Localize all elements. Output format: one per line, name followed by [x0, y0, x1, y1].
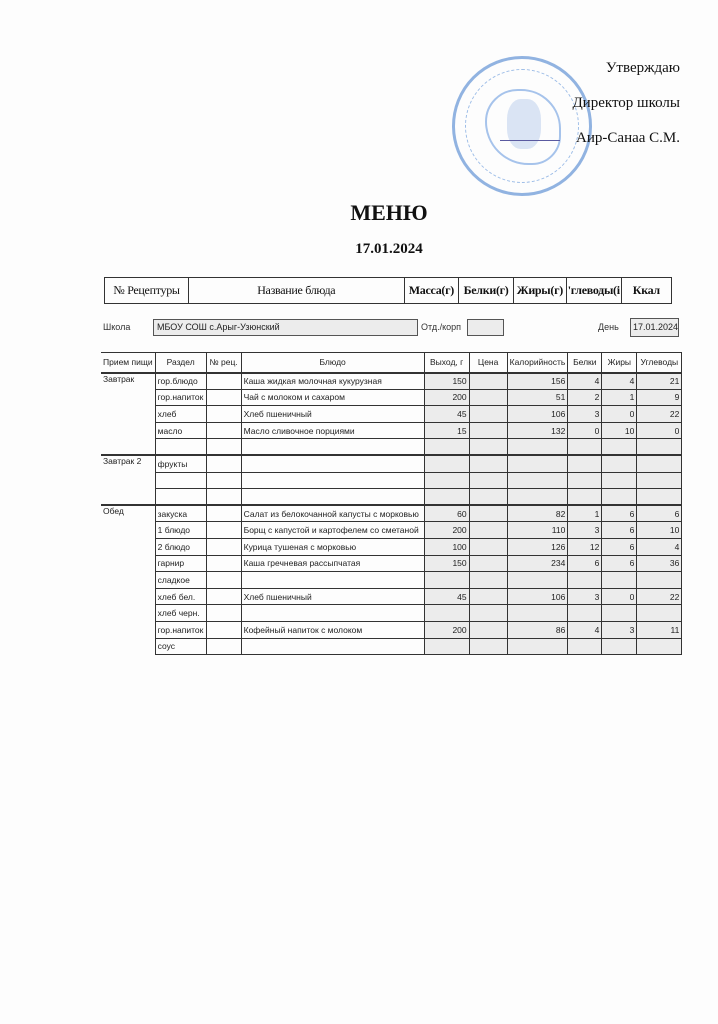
col-header-yield: Выход, г: [424, 353, 469, 373]
row-section: хлеб бел.: [155, 588, 206, 605]
row-calories: [507, 638, 568, 655]
row-carbs: [637, 638, 682, 655]
col-header-price: Цена: [469, 353, 507, 373]
approval-line-name: Аир-Санаа С.М.: [576, 130, 680, 146]
row-fat: 6: [602, 505, 637, 522]
row-carbs: 0: [637, 422, 682, 439]
row-carbs: [637, 472, 682, 489]
row-section: 1 блюдо: [155, 522, 206, 539]
row-dish: [241, 605, 424, 622]
row-dish: Чай с молоком и сахаром: [241, 389, 424, 406]
row-calories: 156: [507, 373, 568, 390]
row-protein: 4: [568, 373, 602, 390]
row-calories: [507, 455, 568, 472]
row-protein: [568, 605, 602, 622]
row-carbs: [637, 455, 682, 472]
table-row: [101, 588, 682, 605]
row-fat: [602, 489, 637, 506]
row-fat: 1: [602, 389, 637, 406]
header-kcal: Ккал: [621, 278, 671, 304]
row-section: [155, 472, 206, 489]
row-yield: [424, 572, 469, 589]
row-protein: 3: [568, 522, 602, 539]
row-price: [469, 538, 507, 555]
row-section: гарнир: [155, 555, 206, 572]
row-section: хлеб черн.: [155, 605, 206, 622]
table-row: [101, 455, 682, 472]
row-price: [469, 422, 507, 439]
row-recipe-number: [206, 472, 241, 489]
table-row: [101, 439, 682, 456]
row-price: [469, 389, 507, 406]
row-calories: 126: [507, 538, 568, 555]
table-row: [101, 621, 682, 638]
row-protein: [568, 489, 602, 506]
col-header-meal: Прием пищи: [101, 353, 155, 373]
row-recipe-number: [206, 522, 241, 539]
row-calories: 234: [507, 555, 568, 572]
row-yield: 200: [424, 621, 469, 638]
row-protein: [568, 472, 602, 489]
row-fat: 6: [602, 555, 637, 572]
row-fat: 0: [602, 406, 637, 423]
row-recipe-number: [206, 489, 241, 506]
row-protein: 6: [568, 555, 602, 572]
row-price: [469, 439, 507, 456]
dept-field: [467, 319, 504, 336]
table-row: [101, 638, 682, 655]
approval-line-position: Директор школы: [572, 95, 680, 111]
document-title: МЕНЮ: [350, 200, 428, 225]
approval-line-approve: Утверждаю: [605, 60, 680, 76]
header-carbs: 'глеводы(і: [566, 278, 621, 304]
row-fat: 10: [602, 422, 637, 439]
row-yield: 150: [424, 555, 469, 572]
row-carbs: 6: [637, 505, 682, 522]
row-calories: 86: [507, 621, 568, 638]
row-recipe-number: [206, 406, 241, 423]
table-row: [101, 489, 682, 506]
header-mass: Масса(г): [404, 278, 459, 304]
row-yield: [424, 489, 469, 506]
row-recipe-number: [206, 373, 241, 390]
col-header-protein: Белки: [568, 353, 602, 373]
row-carbs: [637, 572, 682, 589]
dept-label: Отд./корп: [421, 322, 461, 332]
row-dish: [241, 472, 424, 489]
row-carbs: 22: [637, 406, 682, 423]
col-header-section: Раздел: [155, 353, 206, 373]
row-dish: Каша жидкая молочная кукурузная: [241, 373, 424, 390]
row-dish: [241, 439, 424, 456]
table-row: [101, 572, 682, 589]
col-header-dish: Блюдо: [241, 353, 424, 373]
row-section: закуска: [155, 505, 206, 522]
row-recipe-number: [206, 572, 241, 589]
row-recipe-number: [206, 505, 241, 522]
row-recipe-number: [206, 605, 241, 622]
row-price: [469, 455, 507, 472]
row-dish: Кофейный напиток с молоком: [241, 621, 424, 638]
row-carbs: 11: [637, 621, 682, 638]
col-header-fat: Жиры: [602, 353, 637, 373]
row-yield: [424, 472, 469, 489]
row-recipe-number: [206, 638, 241, 655]
school-field: МБОУ СОШ с.Арыг-Узюнский: [153, 319, 418, 336]
day-field: 17.01.2024: [630, 318, 679, 337]
table-row: [101, 389, 682, 406]
row-yield: 150: [424, 373, 469, 390]
row-price: [469, 605, 507, 622]
meal-label: Обед: [101, 505, 155, 654]
header-recipe-number: № Рецептуры: [105, 278, 189, 304]
header-fat: Жиры(г): [513, 278, 566, 304]
col-header-calories: Калорийность: [507, 353, 568, 373]
row-fat: 4: [602, 373, 637, 390]
row-price: [469, 489, 507, 506]
meal-label: Завтрак: [101, 373, 155, 456]
row-recipe-number: [206, 422, 241, 439]
meal-label: Завтрак 2: [101, 455, 155, 505]
row-section: [155, 439, 206, 456]
row-protein: [568, 455, 602, 472]
row-calories: [507, 605, 568, 622]
row-yield: 100: [424, 538, 469, 555]
row-section: гор.напиток: [155, 621, 206, 638]
row-section: 2 блюдо: [155, 538, 206, 555]
row-protein: [568, 638, 602, 655]
row-price: [469, 572, 507, 589]
day-label: День: [598, 322, 619, 332]
row-protein: [568, 572, 602, 589]
row-carbs: [637, 489, 682, 506]
row-calories: 132: [507, 422, 568, 439]
row-protein: 12: [568, 538, 602, 555]
row-dish: Салат из белокочанной капусты с морковью: [241, 505, 424, 522]
table-row: [101, 555, 682, 572]
row-fat: [602, 605, 637, 622]
summary-header-table: [104, 277, 672, 304]
table-row: [101, 538, 682, 555]
table-row: [101, 605, 682, 622]
row-section: [155, 489, 206, 506]
row-recipe-number: [206, 621, 241, 638]
table-row: [101, 522, 682, 539]
row-recipe-number: [206, 439, 241, 456]
row-protein: 3: [568, 406, 602, 423]
menu-table-header-row: [101, 353, 682, 373]
row-fat: 0: [602, 588, 637, 605]
table-row: [101, 422, 682, 439]
row-section: фрукты: [155, 455, 206, 472]
row-section: соус: [155, 638, 206, 655]
row-protein: 2: [568, 389, 602, 406]
row-carbs: 21: [637, 373, 682, 390]
row-calories: 106: [507, 588, 568, 605]
row-dish: Масло сливочное порциями: [241, 422, 424, 439]
row-fat: 6: [602, 522, 637, 539]
row-price: [469, 638, 507, 655]
row-dish: [241, 489, 424, 506]
row-fat: 3: [602, 621, 637, 638]
row-section: масло: [155, 422, 206, 439]
row-price: [469, 621, 507, 638]
row-yield: 45: [424, 588, 469, 605]
row-dish: [241, 638, 424, 655]
row-dish: Хлеб пшеничный: [241, 588, 424, 605]
school-label: Школа: [103, 322, 131, 332]
row-fat: [602, 472, 637, 489]
row-dish: Борщ с капустой и картофелем со сметаной: [241, 522, 424, 539]
row-recipe-number: [206, 555, 241, 572]
row-price: [469, 555, 507, 572]
document-date: 17.01.2024: [355, 241, 423, 257]
row-price: [469, 472, 507, 489]
row-dish: [241, 572, 424, 589]
row-protein: 3: [568, 588, 602, 605]
row-fat: [602, 455, 637, 472]
row-yield: [424, 439, 469, 456]
row-section: гор.напиток: [155, 389, 206, 406]
row-yield: 45: [424, 406, 469, 423]
row-calories: [507, 439, 568, 456]
row-carbs: 10: [637, 522, 682, 539]
row-fat: 6: [602, 538, 637, 555]
row-yield: [424, 455, 469, 472]
row-carbs: 22: [637, 588, 682, 605]
row-protein: 4: [568, 621, 602, 638]
row-protein: 0: [568, 422, 602, 439]
header-dish-name: Название блюда: [189, 278, 405, 304]
row-calories: 82: [507, 505, 568, 522]
row-recipe-number: [206, 389, 241, 406]
row-section: сладкое: [155, 572, 206, 589]
row-price: [469, 588, 507, 605]
row-recipe-number: [206, 538, 241, 555]
row-carbs: 9: [637, 389, 682, 406]
row-fat: [602, 638, 637, 655]
table-row: [101, 505, 682, 522]
row-carbs: [637, 439, 682, 456]
row-recipe-number: [206, 588, 241, 605]
row-yield: 200: [424, 522, 469, 539]
header-protein: Белки(г): [459, 278, 514, 304]
row-section: гор.блюдо: [155, 373, 206, 390]
row-yield: [424, 638, 469, 655]
row-dish: Каша гречневая рассыпчатая: [241, 555, 424, 572]
menu-table: [101, 352, 682, 655]
row-dish: [241, 455, 424, 472]
row-carbs: [637, 605, 682, 622]
row-calories: [507, 489, 568, 506]
row-price: [469, 522, 507, 539]
row-price: [469, 406, 507, 423]
row-calories: 110: [507, 522, 568, 539]
row-fat: [602, 439, 637, 456]
table-row: [101, 406, 682, 423]
director-signature: [500, 110, 560, 141]
row-carbs: 36: [637, 555, 682, 572]
row-calories: 106: [507, 406, 568, 423]
row-section: хлеб: [155, 406, 206, 423]
row-yield: 200: [424, 389, 469, 406]
row-calories: [507, 472, 568, 489]
row-protein: [568, 439, 602, 456]
row-yield: 15: [424, 422, 469, 439]
row-calories: 51: [507, 389, 568, 406]
row-price: [469, 373, 507, 390]
row-dish: Курица тушеная с морковью: [241, 538, 424, 555]
col-header-carbs: Углеводы: [637, 353, 682, 373]
row-recipe-number: [206, 455, 241, 472]
row-calories: [507, 572, 568, 589]
row-protein: 1: [568, 505, 602, 522]
row-dish: Хлеб пшеничный: [241, 406, 424, 423]
table-row: [101, 373, 682, 390]
row-fat: [602, 572, 637, 589]
row-carbs: 4: [637, 538, 682, 555]
row-yield: [424, 605, 469, 622]
row-yield: 60: [424, 505, 469, 522]
table-row: [101, 472, 682, 489]
col-header-recipe: № рец.: [206, 353, 241, 373]
row-price: [469, 505, 507, 522]
